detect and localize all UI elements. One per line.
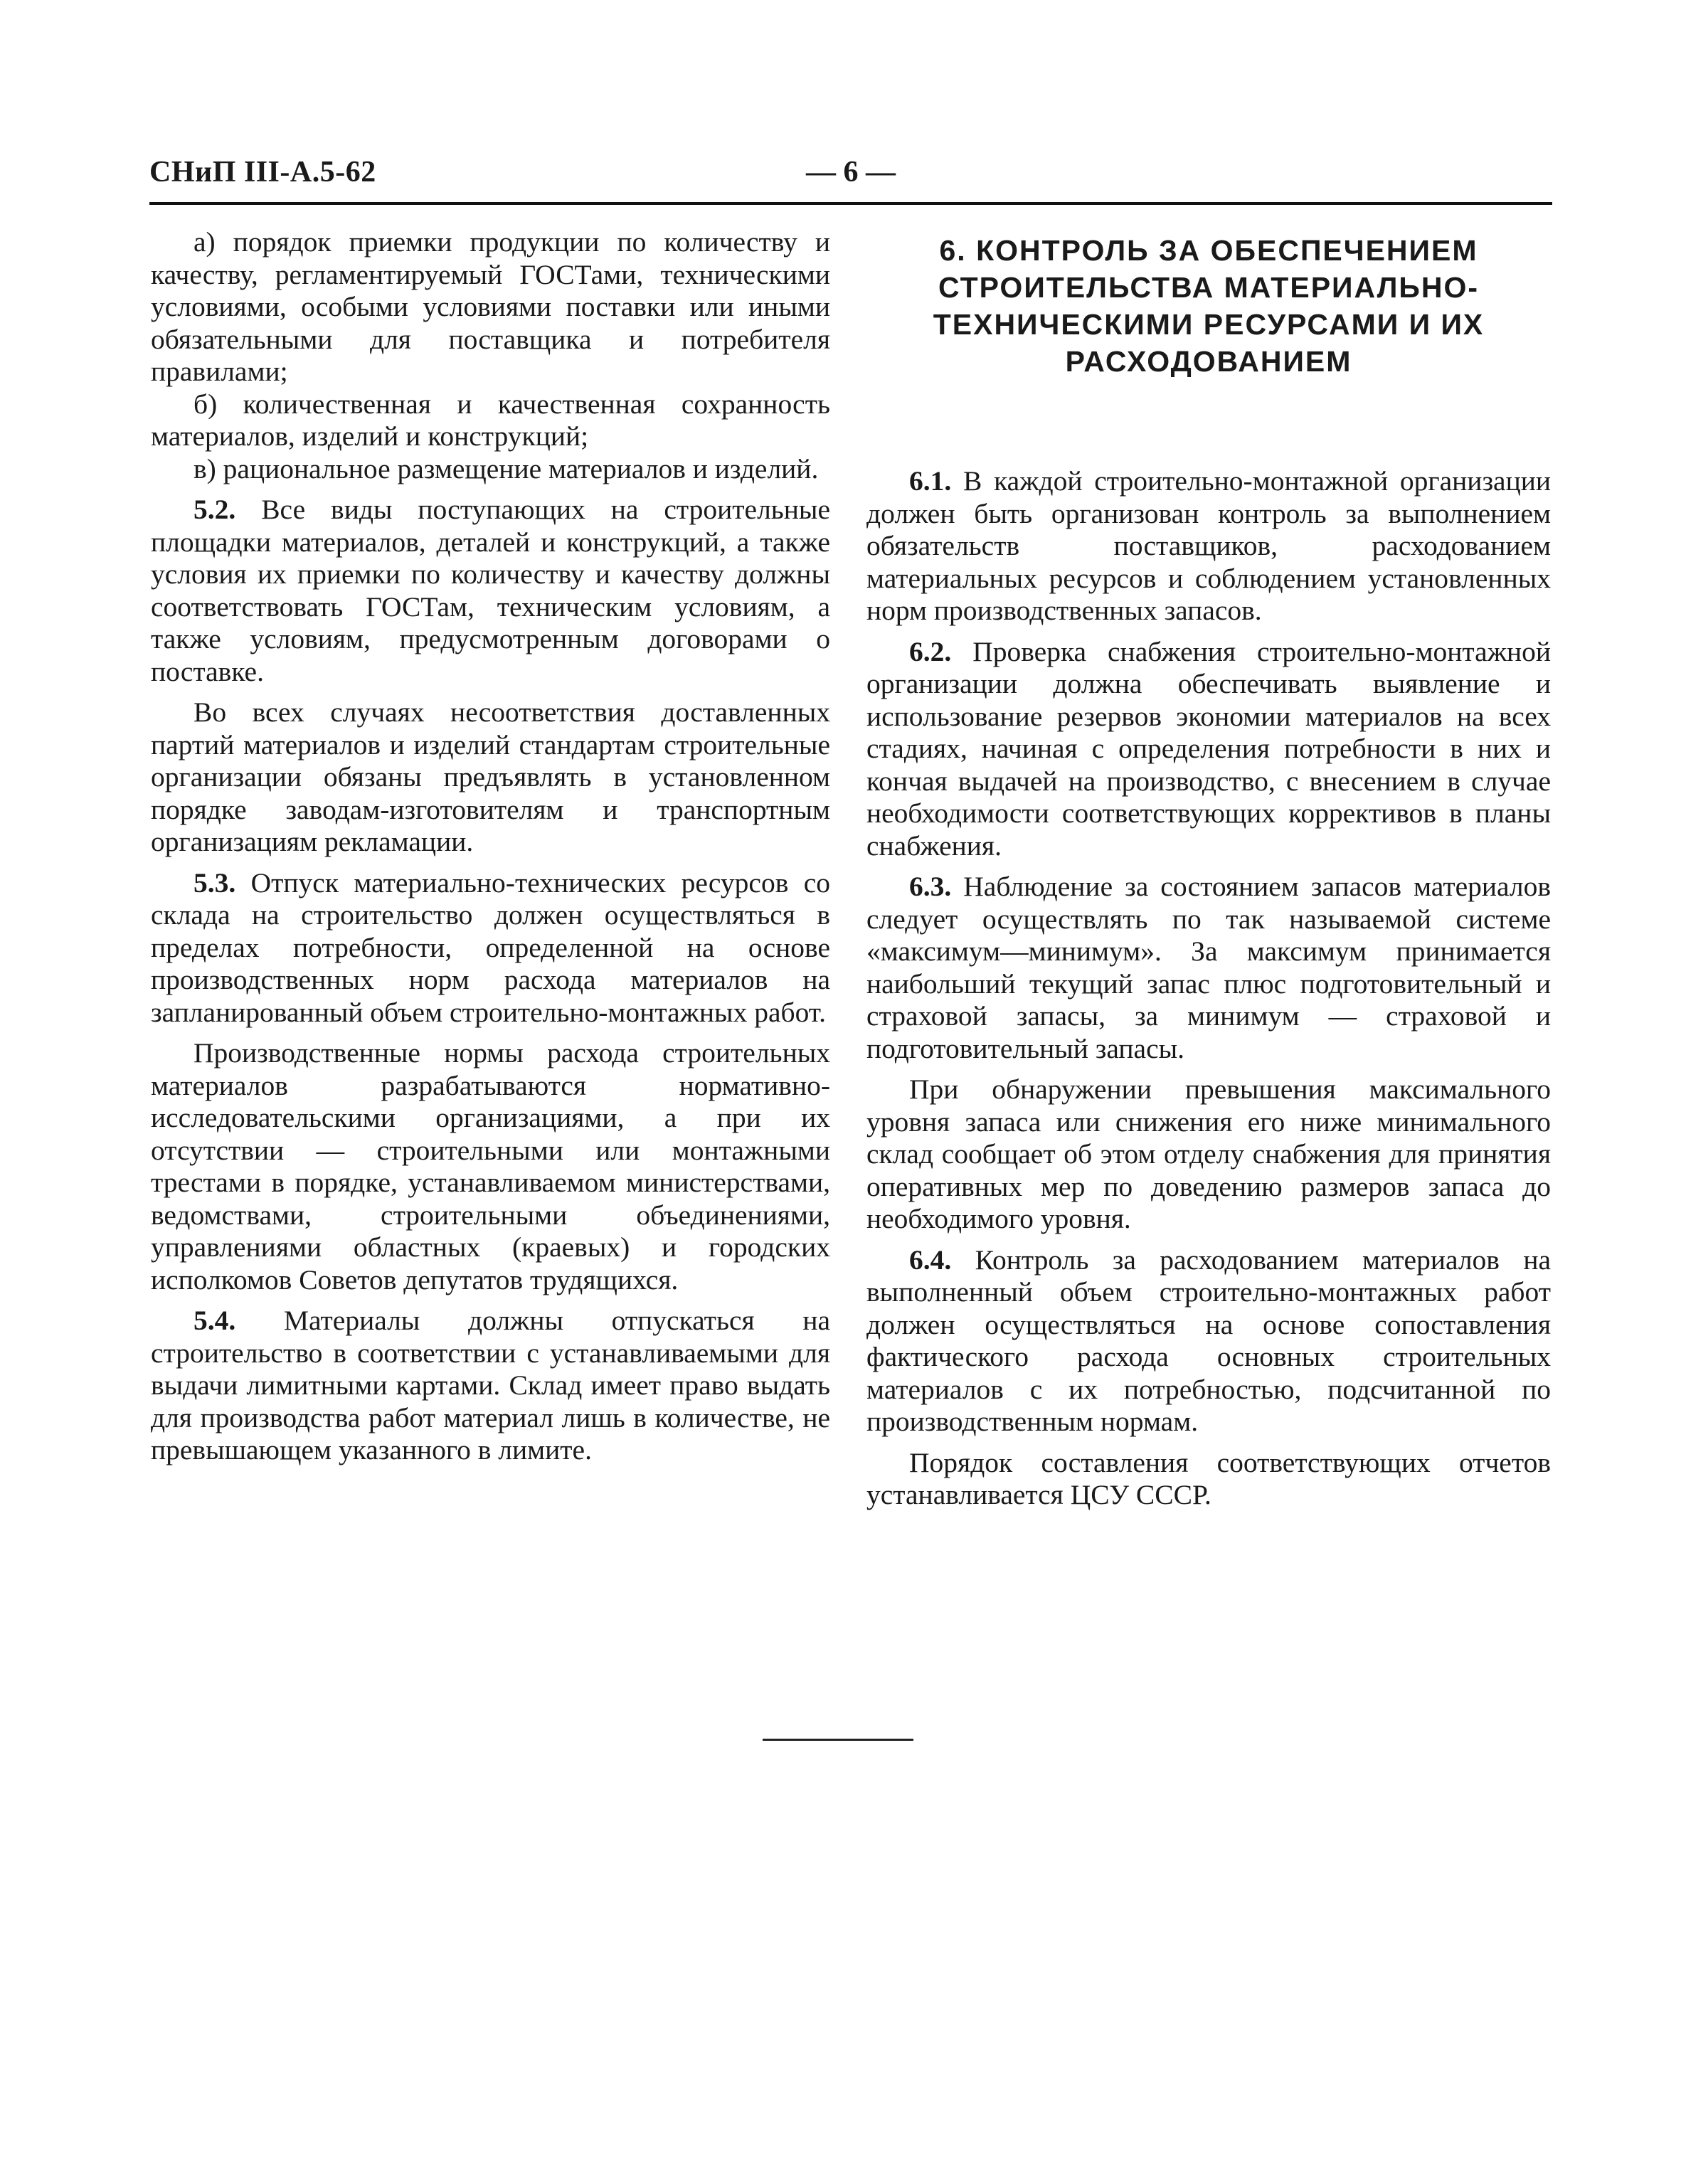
paragraph-5-2-cont: Во всех случаях несоответствия доставленных партий материалов и изделий стандартам строительные организации обязаны предъявлять в установленном порядке заводам-изготовителям и транспортным организациям рекламации. (151, 696, 830, 857)
clause-text: Проверка снабжения строительно-монтажной организации должна обеспечивать выявление и использование резервов экономии материалов на всех стадиях, начиная с определения потребности в них и кончая выдачей на производство, с внесением в случае необходимости соответствующих коррективов в планы снабжения. (866, 635, 1552, 862)
section-title: 6. КОНТРОЛЬ ЗА ОБЕСПЕЧЕНИЕМ СТРОИТЕЛЬСТВА МАТЕРИАЛЬНО-ТЕХНИЧЕСКИМИ РЕСУРСАМИ И ИХ РАСХОДОВАНИЕМ (933, 234, 1485, 378)
paragraph-6-4 (866, 1244, 1551, 1438)
paragraph-item-a: а) порядок приемки продукции по количеству и качеству, регламентируемый ГОСТами, техническими условиями, особыми условиями поставки или иными обязательными для поставщика и потребителя правилами; (151, 226, 830, 387)
clause-text: Контроль за расходованием материалов на выполненный объем строительно-монтажных работ должен осуществляться на основе сопоставления фактического расхода основных строительных материалов с их потребностью, подсчитанной по производственным нормам. (866, 1244, 1551, 1437)
end-rule (763, 1739, 913, 1741)
paragraph-5-2 (151, 494, 830, 688)
paragraph-6-1 (866, 465, 1551, 627)
clause-number: 6.4. (909, 1244, 952, 1276)
paragraph-6-2 (866, 636, 1551, 863)
clause-number: 6.1. (909, 465, 952, 497)
paragraph-6-3 (866, 871, 1551, 1065)
clause-number: 6.3. (909, 871, 952, 902)
paragraph-item-c: в) рациональное размещение материалов и изделий. (193, 452, 819, 484)
paragraph-5-3-cont: Производственные нормы расхода строительных материалов разрабатываются нормативно-исследовательскими организациями, а при их отсутствии — строительными или монтажными трестами в порядке, устанавливаемом министерствами, ведомствами, строительными объединениями, управлениями областных (краевых) и городских исполкомов Советов депутатов трудящихся. (151, 1037, 830, 1295)
clause-number: 5.4. (193, 1305, 236, 1336)
paragraph-5-4 (151, 1305, 830, 1467)
header-rule (149, 202, 1552, 205)
clause-text: Материалы должны отпускаться на строительство в соответствии с устанавливаемыми для выдачи лимитными картами. Склад имеет право выдать для производства работ материал лишь в количестве, не превышающем указанного в лимите. (151, 1305, 830, 1465)
clause-text: Отпуск материально-технических ресурсов со склада на строительство должен осуществляться в пределах потребности, определенной на основе производственных норм расхода материалов на запланированный объем строительно-монтажных работ. (151, 866, 830, 1028)
document-code: СНиП III-А.5-62 (149, 156, 376, 189)
paragraph-6-4-cont: Порядок составления соответствующих отчетов устанавливается ЦСУ СССР. (866, 1446, 1551, 1510)
page-header (149, 155, 1552, 198)
right-column (866, 226, 1551, 1520)
clause-text: Все виды поступающих на строительные площадки материалов, деталей и конструкций, а также условия их приемки по количеству и качеству должны соответствовать ГОСТам, техническим условиям, а также условиям, предусмотренным договорами о поставке. (151, 494, 831, 687)
clause-text: Наблюдение за состоянием запасов материалов следует осуществлять по так называемой системе «максимум—минимум». За максимум принимается наибольший текущий запас плюс подготовительный и страховой запасы, за минимум — страховой и подготовительный запасы. (866, 871, 1551, 1064)
clause-text: В каждой строительно-монтажной организации должен быть организован контроль за выполнением обязательств поставщиков, расходованием материальных ресурсов и соблюдением установленных норм производственных запасов. (866, 465, 1551, 626)
paragraph-5-3 (151, 867, 830, 1029)
paragraph-item-b: б) количественная и качественная сохранность материалов, изделий и конструкций; (151, 388, 830, 452)
left-column (151, 226, 830, 1475)
paragraph-6-3-cont: При обнаружении превышения максимального уровня запаса или снижения его ниже минимального склад сообщает об этом отделу снабжения для принятия оперативных мер по доведению размеров запаса до необходимого уровня. (866, 1074, 1551, 1234)
clause-number: 5.3. (193, 866, 236, 898)
clause-number: 6.2. (909, 635, 952, 667)
page-number: — 6 — (806, 156, 896, 189)
clause-number: 5.2. (193, 494, 236, 525)
